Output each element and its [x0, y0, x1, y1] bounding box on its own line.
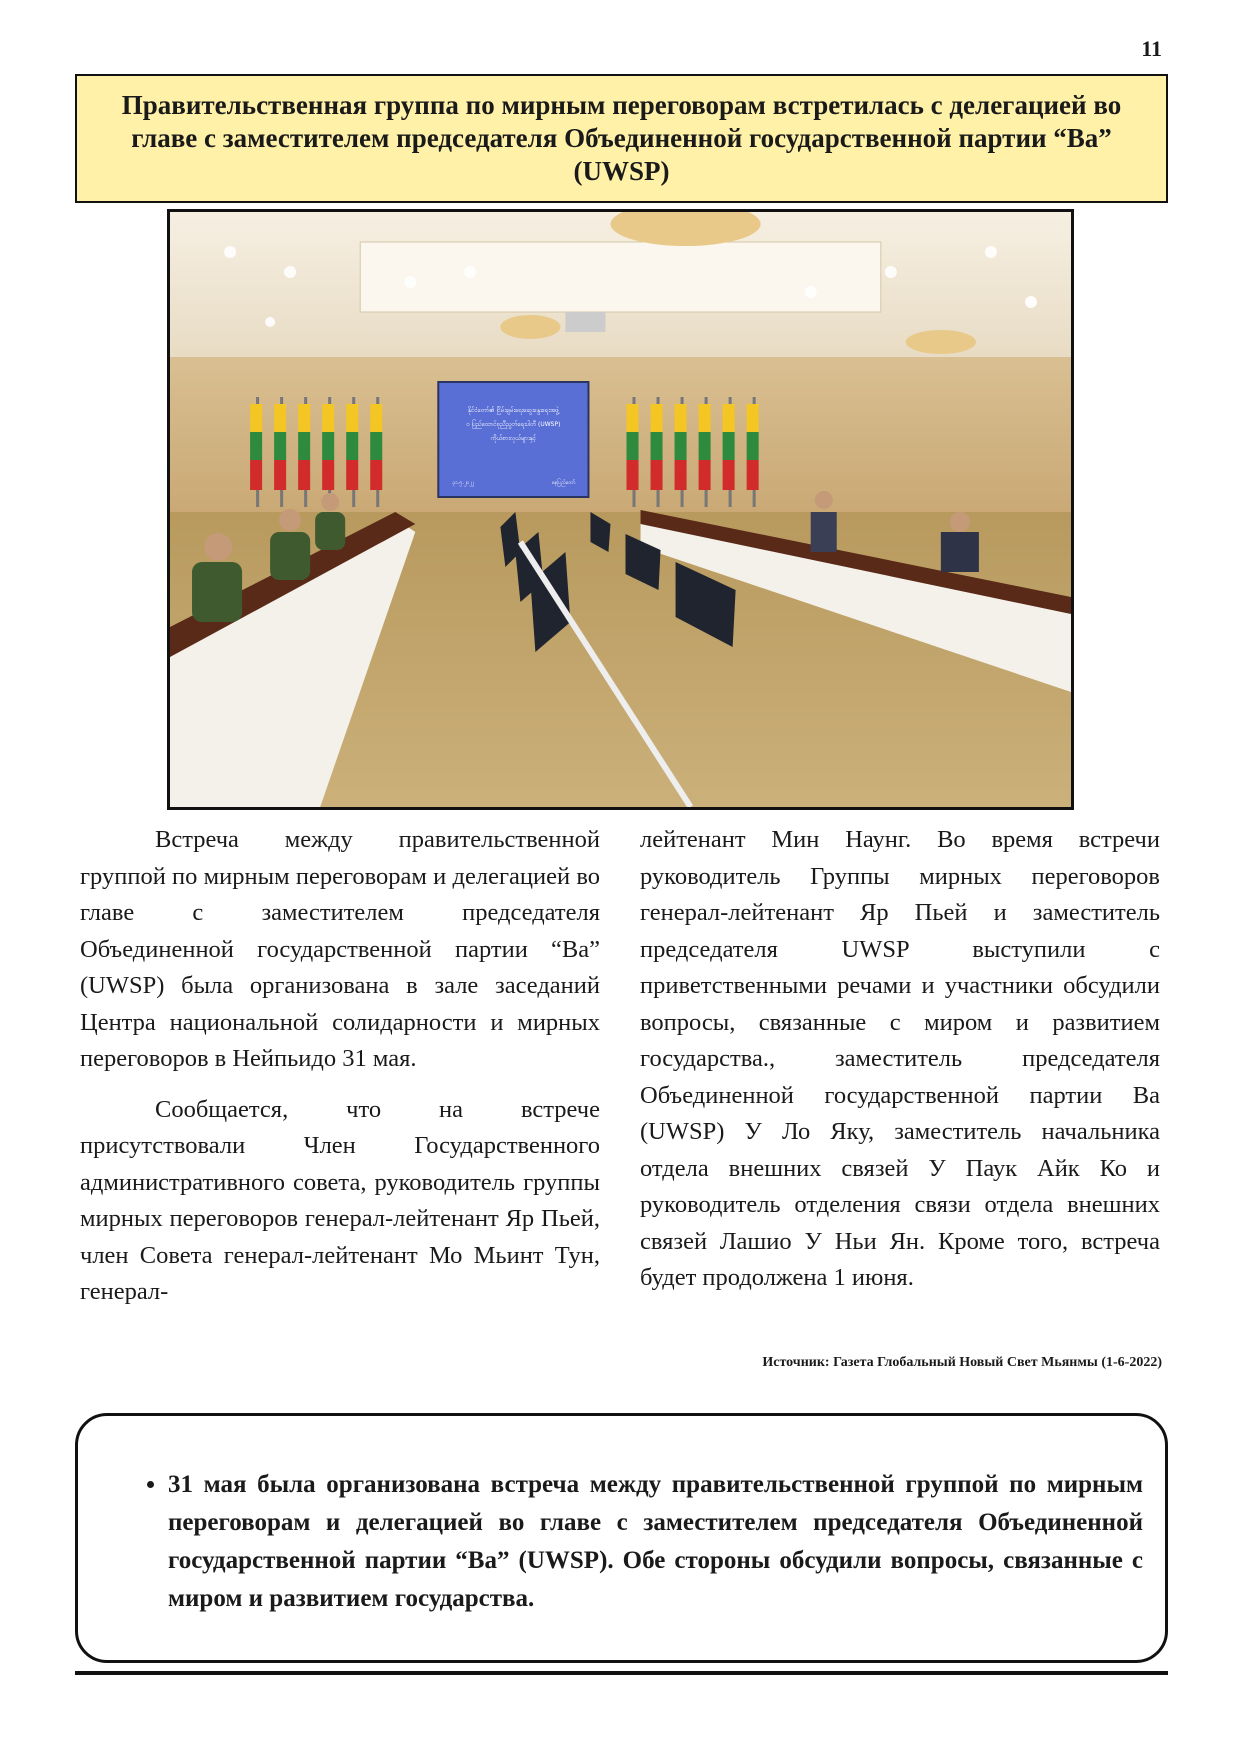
projector	[565, 312, 605, 332]
screen-footer-right: နေပြည်တော်	[551, 480, 576, 486]
article-column-right	[640, 822, 1160, 1297]
summary-item: • 31 мая была организована встреча между правительственной группой по мирным переговорам и делегацией во главе с заместителем председателя Объединенной государственной партии “Ва” (UWSP). Обе стороны обсудили вопросы, связанные с миром и развитием государства.	[168, 1466, 1143, 1618]
paragraph-1: Встреча между правительственной группой по мирным переговорам и делегацией во главе с заместителем председателя Объединенной государственной партии “Ва” (UWSP) была организована в зале заседаний Центра национальной солидарности и мирных переговоров в Нейпьидо 31 мая.	[80, 826, 600, 1072]
paragraph-3: лейтенант Мин Наунг. Во время встречи руководитель Группы мирных переговоров генерал-лейтенант Яр Пьей и заместитель председателя UWSP выступили с приветственными речами и участники обсудили вопросы, связанные с миром и развитием государства., заместитель председателя Объединенной государственной партии Ва (UWSP) У Ло Яку, заместитель начальника отдела внешних связей У Паук Айк Ко и руководитель отделения связи отдела внешних связей Лашио У Ньи Ян. Кроме того, встреча будет продолжена 1 июня.	[640, 826, 1160, 1291]
screen-line-2: ဝ ပြည်ထောင်စုညီညွတ်ရေးပါတီ (UWSP)	[466, 421, 561, 428]
summary-list	[134, 1466, 1143, 1618]
source-line: Источник: Газета Глобальный Новый Свет Мьянмы (1-6-2022)	[762, 1355, 1162, 1370]
article-column-left	[80, 822, 600, 1311]
article-title: Правительственная группа по мирным переговорам встретилась с делегацией во главе с заместителем председателя Объединенной государственной партии “Ва” (UWSP)	[121, 90, 1122, 186]
article-title-box	[75, 74, 1168, 203]
chandelier-right	[906, 330, 976, 354]
meeting-hall-illustration	[170, 212, 1071, 807]
screen-footer-left: ၃၁.၅.၂၀၂၂	[452, 480, 475, 486]
meeting-photo	[167, 209, 1074, 810]
bottom-rule	[75, 1671, 1168, 1675]
page-number: 11	[1141, 36, 1162, 61]
chandelier-left	[500, 315, 560, 339]
screen-line-3: ကိုယ်စားလှယ်များနှင့်	[490, 435, 537, 442]
summary-box	[75, 1413, 1168, 1663]
screen-line-1: နိုင်ငံတော်၏ ငြိမ်းချမ်းရေးဆွေးနွေးရေးအဖွဲ့	[467, 407, 559, 414]
paragraph-2: Сообщается, что на встрече присутствовали Член Государственного административного совета, руководитель группы мирных переговоров генерал-лейтенант Яр Пьей, член Совета генерал-лейтенант Мо Мьинт Тун, генерал-	[80, 1095, 600, 1305]
